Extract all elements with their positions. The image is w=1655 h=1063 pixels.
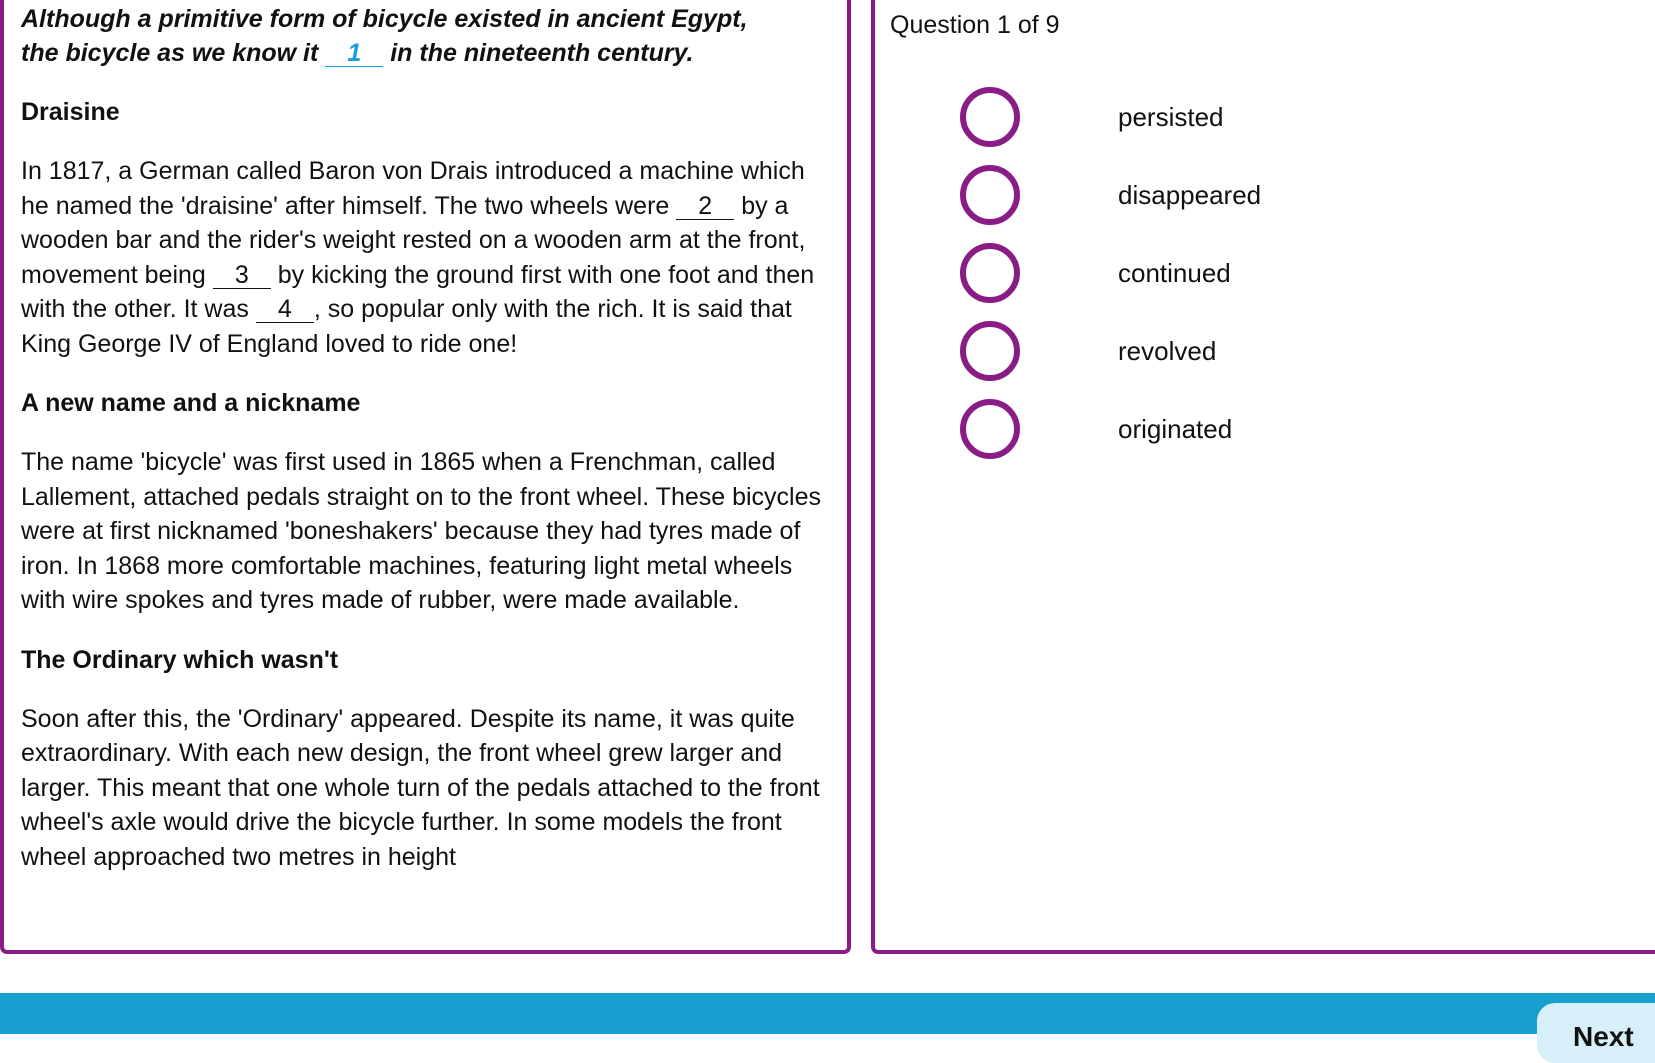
option-label: disappeared	[1118, 180, 1262, 210]
option-continued[interactable]	[960, 243, 1261, 321]
next-button[interactable]: Next	[1537, 1003, 1655, 1063]
option-label: originated	[1118, 414, 1233, 444]
section-heading-ordinary: The Ordinary which wasn't	[21, 645, 339, 674]
draisine-text-part-1: In 1817, a German called Baron von Drais introduced a machine which he named the 'draisine' after himself. The two wheels were	[21, 157, 805, 220]
radio-button[interactable]	[960, 87, 1020, 147]
draisine-text-part-4: , so popular only with the rich. It is said that King George IV of England loved to ride one!	[21, 295, 792, 358]
radio-button[interactable]	[960, 243, 1020, 303]
gap-3: 3	[213, 262, 271, 289]
radio-button[interactable]	[960, 165, 1020, 225]
option-disappeared[interactable]	[960, 165, 1261, 243]
passage-intro	[21, 2, 830, 70]
intro-line-1: Although a primitive form of bicycle existed in ancient Egypt,	[21, 5, 748, 33]
radio-button[interactable]	[960, 321, 1020, 381]
gap-2: 2	[676, 193, 734, 220]
option-label: continued	[1118, 258, 1231, 288]
option-persisted[interactable]	[960, 87, 1261, 165]
draisine-text-part-2: by a wooden bar and the rider's weight rested on a wooden arm at the front, movement being	[21, 191, 806, 289]
section-heading-draisine: Draisine	[21, 98, 120, 126]
radio-button[interactable]	[960, 399, 1020, 459]
gap-4: 4	[256, 296, 314, 323]
question-counter: Question 1 of 9	[890, 11, 1060, 39]
section-text-ordinary: Soon after this, the 'Ordinary' appeared. Despite its name, it was quite extraordinary. With each new design, the front wheel grew larger and larger. This meant that one whole turn of the pedals attached to the front wheel's axle would drive the bicycle further. In some models the front wheel approached two metres in height	[21, 704, 820, 871]
option-originated[interactable]	[960, 399, 1261, 477]
option-label: persisted	[1118, 102, 1224, 132]
section-text-new-name: The name 'bicycle' was first used in 1865 when a Frenchman, called Lallement, attached pedals straight on to the front wheel. These bicycles were at first nicknamed 'boneshakers' because they had tyres made of iron. In 1868 more comfortable machines, featuring light metal wheels with wire spokes and tyres made of rubber, were made available.	[21, 448, 822, 614]
section-heading-new-name: A new name and a nickname	[21, 389, 361, 417]
option-label: revolved	[1118, 336, 1217, 366]
section-text-draisine	[21, 154, 830, 361]
option-revolved[interactable]	[960, 321, 1261, 399]
draisine-text-part-3: by kicking the ground first with one foot and then with the other. It was	[21, 260, 815, 323]
footer-bar	[0, 993, 1655, 1034]
reading-passage[interactable]	[0, 0, 851, 954]
intro-line-2-end: in the nineteenth century.	[383, 39, 694, 67]
gap-1-current: 1	[325, 40, 383, 67]
intro-line-2-start: the bicycle as we know it	[21, 39, 326, 67]
answer-options	[960, 87, 1261, 477]
